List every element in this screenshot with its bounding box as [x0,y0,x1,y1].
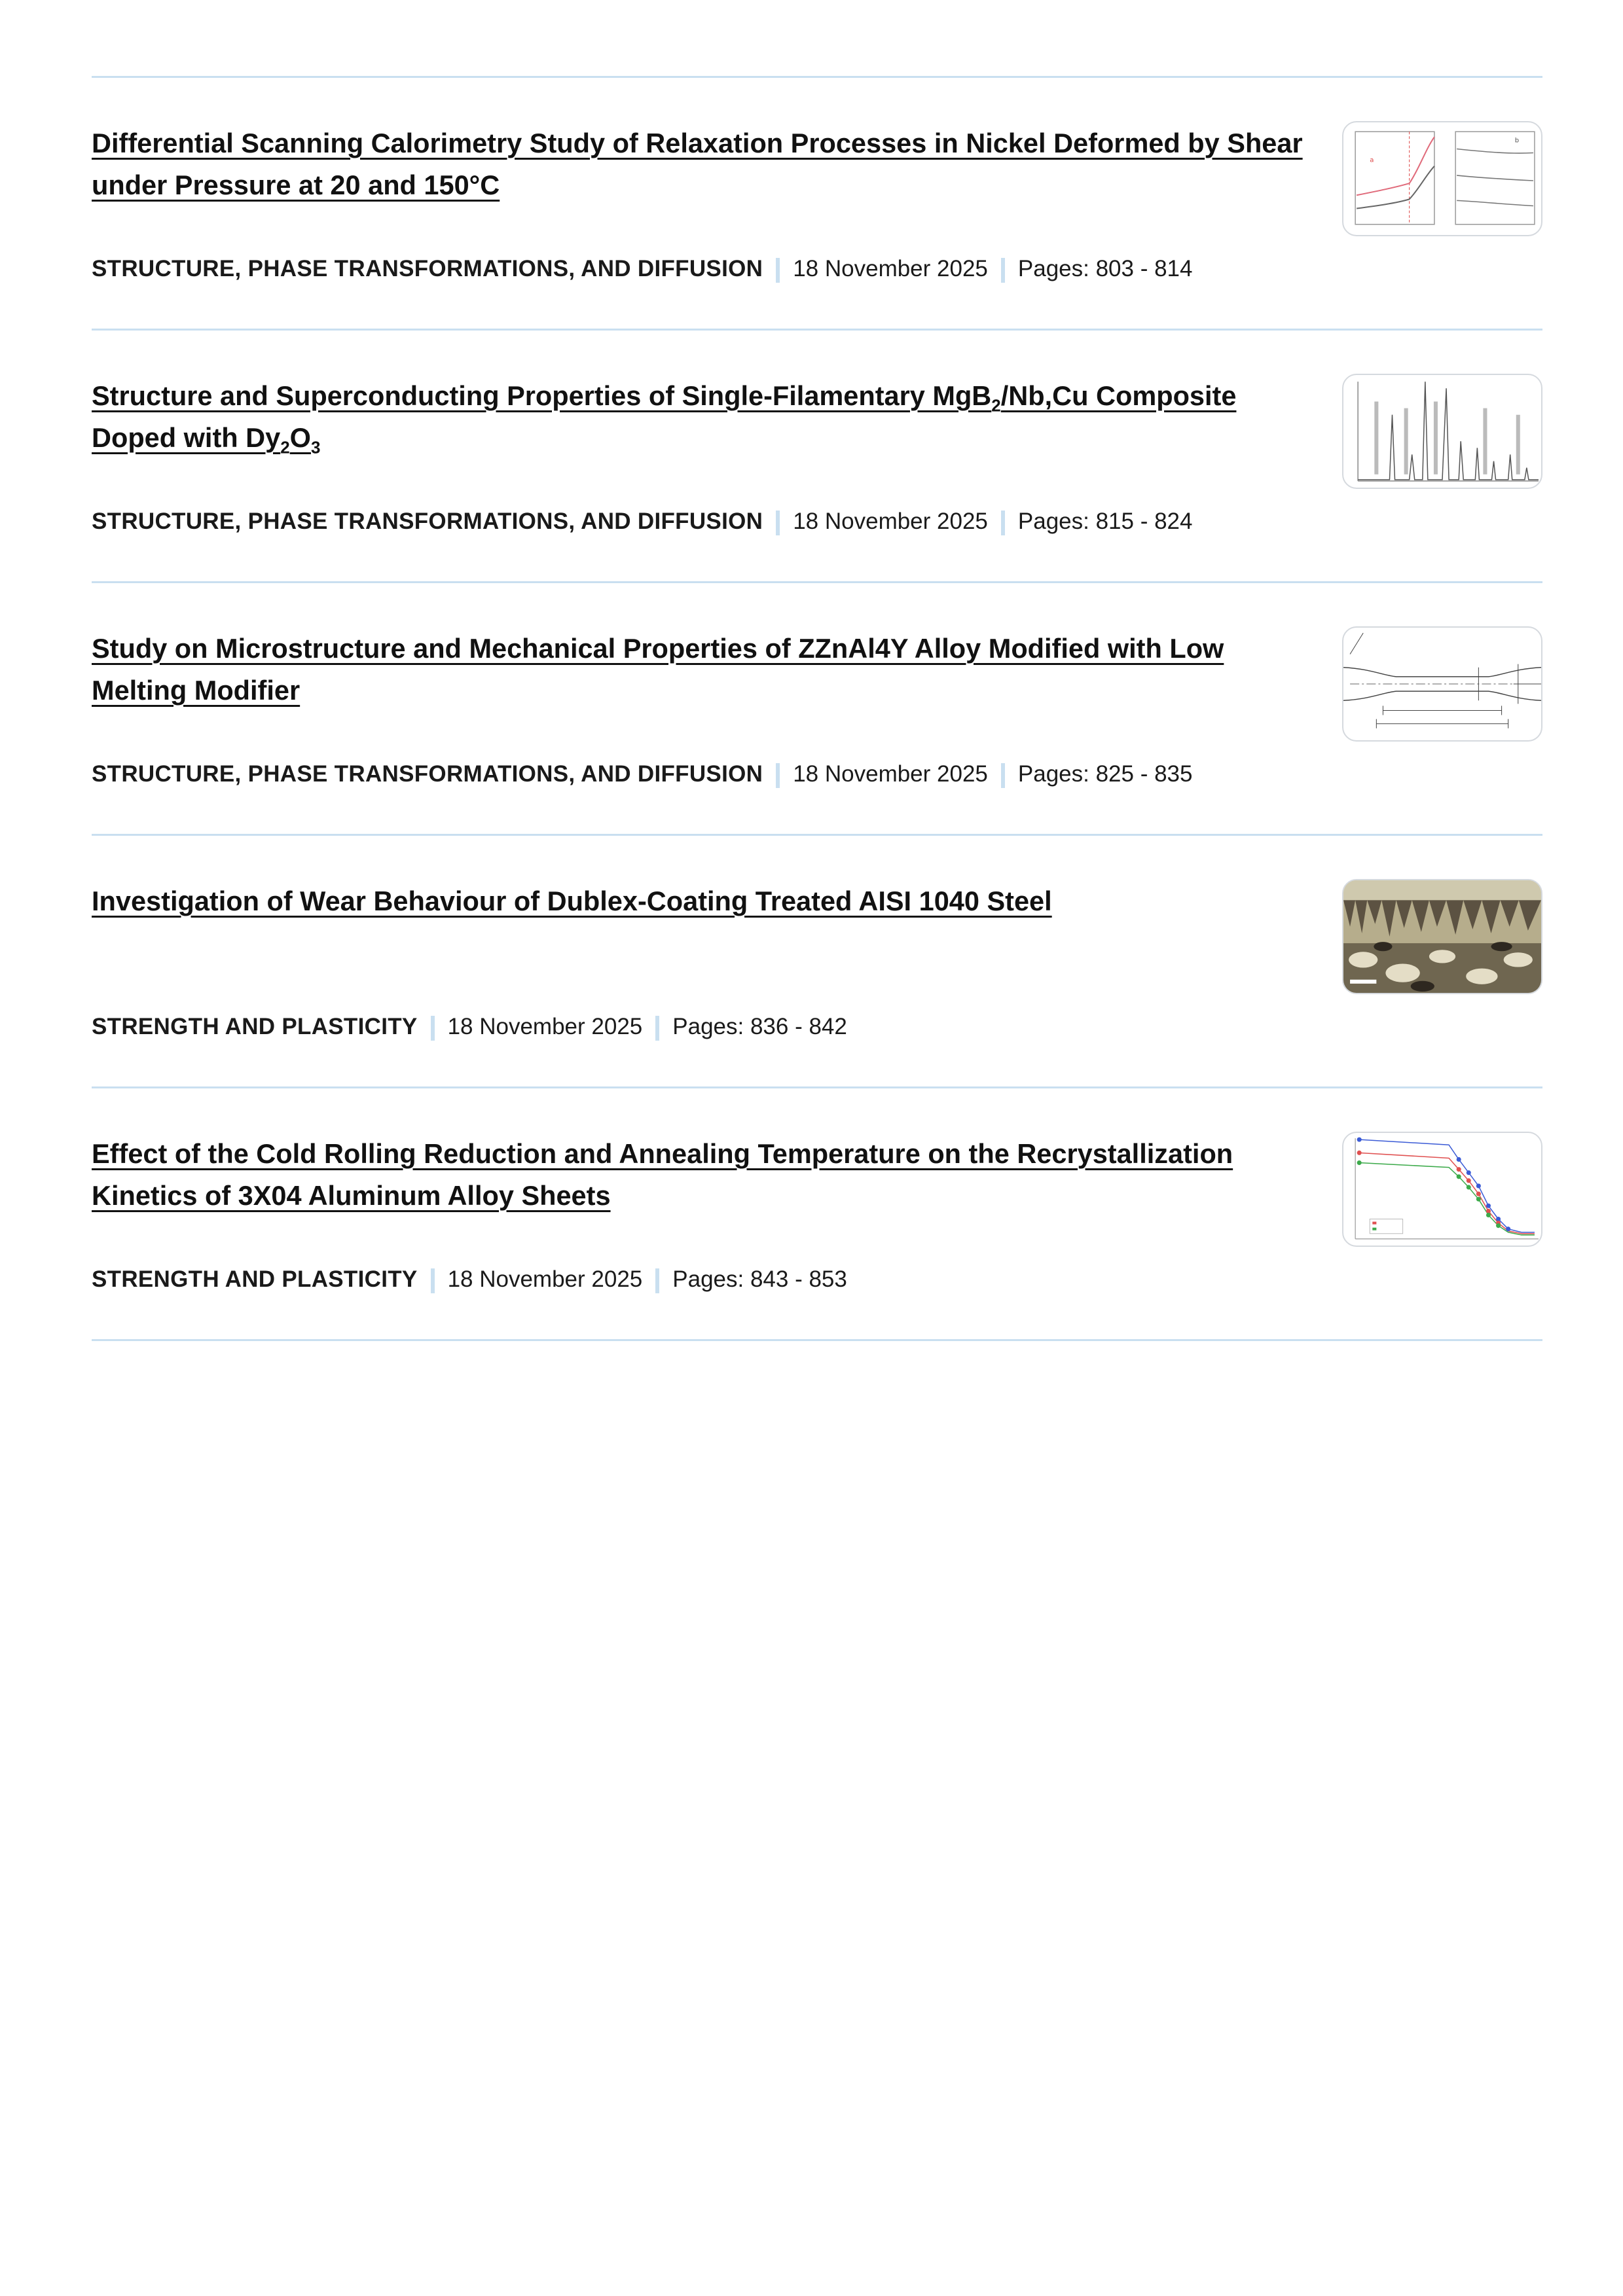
article-meta [92,253,1193,285]
meta-separator [776,763,780,788]
article-item [92,583,1542,834]
article-title-link[interactable]: Investigation of Wear Behaviour of Dublex-Coating Treated AISI 1040 Steel [92,886,1052,916]
article-section: STRUCTURE, PHASE TRANSFORMATIONS, AND DIFFUSION [92,761,763,787]
article-date: 18 November 2025 [447,1014,643,1039]
meta-separator [776,258,780,283]
article-title [92,1133,1303,1217]
svg-text:a: a [1370,156,1374,164]
title-text: O [289,422,311,453]
title-text: /Nb,Cu Composite Doped with Dy [92,380,1237,453]
xrd-pattern-thumbnail-icon[interactable] [1342,374,1542,489]
article-pages: Pages: 825 - 835 [1017,761,1193,787]
article-pages: Pages: 803 - 814 [1017,256,1193,281]
article-pages: Pages: 843 - 853 [672,1266,847,1292]
micrograph-thumbnail-icon[interactable] [1342,879,1542,994]
article-section: STRUCTURE, PHASE TRANSFORMATIONS, AND DIFFUSION [92,256,763,281]
article-title [92,122,1303,206]
article-section: STRENGTH AND PLASTICITY [92,1014,418,1039]
article-title-link[interactable] [92,380,1237,457]
meta-separator [655,1016,659,1041]
article-date: 18 November 2025 [447,1266,643,1292]
article-title [92,880,1303,922]
article-list [92,76,1542,1341]
svg-text:b: b [1514,137,1520,145]
title-subscript: 2 [280,437,290,457]
hardness-curve-thumbnail-icon[interactable] [1342,1132,1542,1247]
article-title-link[interactable]: Study on Microstructure and Mechanical Properties of ZZnAl4Y Alloy Modified with Low Melting Modifier [92,633,1224,706]
title-text: Structure and Superconducting Properties of Single-Filamentary MgB [92,380,992,411]
article-meta [92,506,1193,537]
meta-separator [1001,258,1005,283]
article-title-link[interactable]: Effect of the Cold Rolling Reduction and Annealing Temperature on the Recrystallization Kinetics of 3X04 Aluminum Alloy Sheets [92,1138,1233,1211]
article-date: 18 November 2025 [793,509,988,534]
article-item [92,331,1542,581]
article-section: STRUCTURE, PHASE TRANSFORMATIONS, AND DIFFUSION [92,509,763,534]
article-pages: Pages: 836 - 842 [672,1014,847,1039]
article-date: 18 November 2025 [793,256,988,281]
article-title-link[interactable]: Differential Scanning Calorimetry Study of Relaxation Processes in Nickel Deformed by Shear under Pressure at 20 and 150°C [92,128,1303,200]
specimen-drawing-thumbnail-icon[interactable] [1342,626,1542,742]
meta-separator [431,1016,435,1041]
meta-separator [776,511,780,535]
article-meta [92,759,1193,790]
meta-separator [655,1268,659,1293]
article-meta [92,1264,847,1295]
meta-separator [1001,763,1005,788]
article-item [92,836,1542,1086]
title-subscript: 2 [991,395,1001,416]
article-section: STRENGTH AND PLASTICITY [92,1266,418,1292]
article-title [92,375,1303,459]
article-pages: Pages: 815 - 824 [1017,509,1193,534]
article-meta [92,1011,847,1043]
meta-separator [1001,511,1005,535]
article-title [92,628,1303,711]
article-item [92,78,1542,329]
meta-separator [431,1268,435,1293]
dsc-plot-thumbnail-icon[interactable] [1342,121,1542,236]
article-date: 18 November 2025 [793,761,988,787]
title-subscript: 3 [310,437,321,457]
divider [92,1339,1542,1341]
article-item [92,1088,1542,1339]
